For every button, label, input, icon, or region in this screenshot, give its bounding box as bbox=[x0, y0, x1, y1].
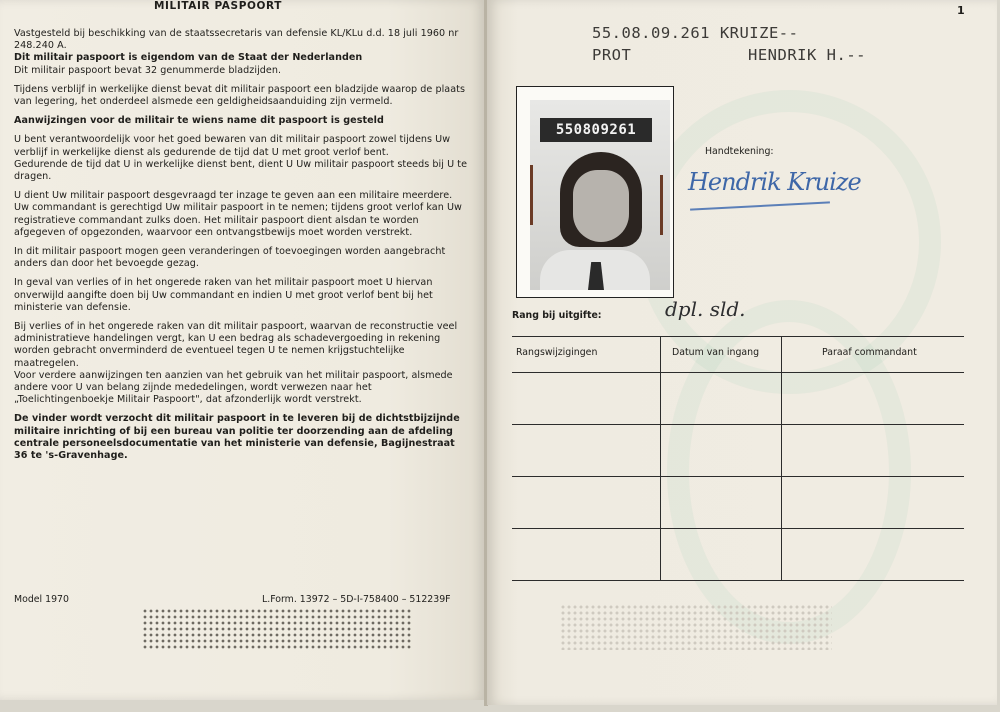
instruction-paragraph-1: U bent verantwoordelijk voor het goed bewaren van dit militair paspoort zowel tijdens Uw verblijf in werkelijke dienst als gedurende de tijd dat U met groot verlof bent. bbox=[14, 134, 451, 158]
perforated-number-right bbox=[560, 604, 832, 650]
page-title: MILITAIR PASPOORT bbox=[154, 0, 283, 12]
page-number: 1 bbox=[957, 4, 965, 17]
instruction-paragraph-4: In dit militair paspoort mogen geen veranderingen of toevoegingen worden aangebracht anders dan door het bevoegde gezag. bbox=[14, 246, 446, 270]
instruction-paragraph-5: In geval van verlies of in het ongerede raken van het militair paspoort moet U hiervan onverwijld aangifte doen bij Uw commandant en indien U met groot verlof bent bij het ministerie van defensie. bbox=[14, 277, 433, 313]
table-rule bbox=[512, 336, 964, 337]
table-rule bbox=[512, 424, 964, 425]
table-header-effective-date: Datum van ingang bbox=[672, 347, 760, 358]
typed-service-number-surname: 55.08.09.261 KRUIZE-- bbox=[592, 24, 799, 42]
table-rule bbox=[512, 580, 964, 581]
typed-given-names: HENDRIK H.-- bbox=[748, 46, 866, 64]
service-note: Tijdens verblijf in werkelijke dienst bevat dit militair paspoort een bladzijde waarop de plaats van legering, het onderdeel alsmede een geldigheidsaanduiding zijn vermeld. bbox=[14, 83, 466, 108]
left-body bbox=[14, 28, 469, 469]
staple-left bbox=[530, 165, 533, 225]
left-page bbox=[0, 0, 485, 700]
page-count-text: Dit militair paspoort bevat 32 genummerde bladzijden. bbox=[14, 64, 282, 76]
handwritten-signature: Hendrik Kruize bbox=[688, 168, 861, 196]
table-column-divider bbox=[660, 336, 661, 580]
instruction-paragraph-3: U dient Uw militair paspoort desgevraagd ter inzage te geven aan een militaire meerdere. Uw commandant is gerechtigd Uw militair paspoort in te nemen; tijdens groot verlof kan Uw registratieve commandant zulks doen. Het militair paspoort dient alsdan te worden afgegeven of opgezonden, waarvoor een ontvangstbewijs moet worden verstrekt. bbox=[14, 190, 462, 238]
table-column-divider bbox=[781, 336, 782, 580]
instruction-paragraph-7: Voor verdere aanwijzingen ten aanzien van het gebruik van het militair paspoort, alsmede andere voor U van belang zijnde mededelingen, wordt verwezen naar het „Toelichtingenboekje Militair Paspoort", dat afzonderlijk wordt verstrekt. bbox=[14, 369, 453, 406]
instruction-paragraph-6: Bij verlies of in het ongerede raken van dit militair paspoort, waarvan de reconstructie veel administratieve handelingen vergt, kan U een bedrag als schadevergoeding in rekening worden gebracht onverminderd de eventueel tegen U te nemen krijgstuchtelijke maatregelen. bbox=[14, 321, 458, 369]
perforated-number-left bbox=[142, 608, 412, 650]
instructions-heading: Aanwijzingen voor de militair te wiens name dit paspoort is gesteld bbox=[14, 115, 384, 127]
table-header-rank-changes: Rangswijzigingen bbox=[516, 347, 598, 358]
rank-label: Rang bij uitgifte: bbox=[512, 310, 602, 321]
finder-notice: De vinder wordt verzocht dit militair paspoort in te leveren bij de dichtstbijzijnde militaire inrichting of bij een bureau van politie ter doorzending aan de afdeling centrale personeelsdocumentatie van het ministerie van defensie, Bagijnestraat 36 te 's-Gravenhage. bbox=[14, 413, 460, 462]
staple-right bbox=[660, 175, 663, 235]
table-header-commander-initials: Paraaf commandant bbox=[822, 347, 917, 358]
table-rule bbox=[512, 528, 964, 529]
signature-label: Handtekening: bbox=[705, 146, 774, 157]
authority-text: Vastgesteld bij beschikking van de staatssecretaris van defensie KL/KLu d.d. 18 juli 1960 nr 248.240 A. bbox=[14, 28, 459, 52]
ownership-heading: Dit militair paspoort is eigendom van de Staat der Nederlanden bbox=[14, 52, 363, 64]
form-code: L.Form. 13972 – 5D-I-758400 – 512239F bbox=[262, 594, 451, 605]
table-rule bbox=[512, 372, 964, 373]
rank-value: dpl. sld. bbox=[665, 297, 746, 321]
photo-id-plate: 550809261 bbox=[540, 118, 652, 142]
photo-face bbox=[573, 170, 629, 242]
instruction-paragraph-2: Gedurende de tijd dat U in werkelijke dienst bent, dient U Uw militair paspoort steeds bij U te dragen. bbox=[14, 158, 468, 183]
typed-religion: PROT bbox=[592, 46, 632, 64]
table-rule bbox=[512, 476, 964, 477]
model-label: Model 1970 bbox=[14, 594, 69, 605]
